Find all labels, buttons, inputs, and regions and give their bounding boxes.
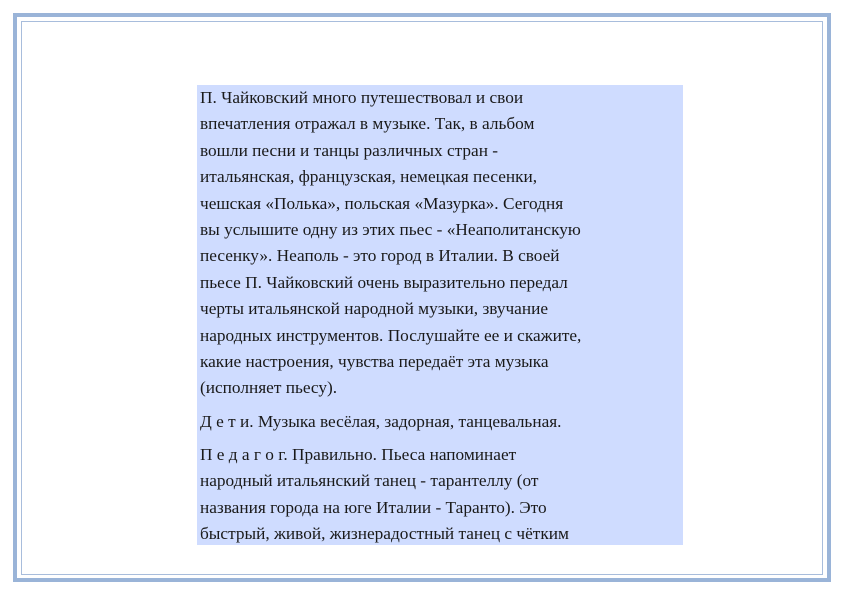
paragraph-children-answer — [200, 409, 683, 435]
text-line: вошли песни и танцы различных стран - — [200, 140, 499, 160]
text-line: быстрый, живой, жизнерадостный танец с чётким — [200, 524, 569, 544]
text-line: вы услышите одну из этих пьес - «Неаполитанскую — [200, 219, 581, 239]
lesson-text-block — [197, 85, 683, 545]
text-line: народных инструментов. Послушайте ее и скажите, — [200, 325, 582, 345]
text-line: названия города на юге Италии - Таранто). Это — [200, 497, 547, 517]
paragraph-spacer — [200, 402, 683, 409]
text-line: П е д а г о г. Правильно. Пьеса напоминает — [200, 445, 517, 465]
text-line: народный итальянский танец - тарантеллу (от — [200, 471, 539, 491]
paragraph-teacher — [200, 442, 683, 545]
text-line: Д е т и. Музыка весёлая, задорная, танцевальная. — [200, 411, 562, 431]
text-line: П. Чайковский много путешествовал и свои — [200, 88, 524, 107]
text-line: чешская «Полька», польская «Мазурка». Сегодня — [200, 193, 564, 213]
text-line: какие настроения, чувства передаёт эта музыка — [200, 351, 549, 371]
paragraph-intro — [200, 85, 683, 402]
text-line: (исполняет пьесу). — [200, 378, 338, 398]
text-line: итальянская, французская, немецкая песенки, — [200, 167, 538, 187]
text-line: пьесе П. Чайковский очень выразительно передал — [200, 272, 568, 292]
text-line: песенку». Неаполь - это город в Италии. В своей — [200, 246, 560, 266]
paragraph-spacer — [200, 435, 683, 442]
text-line: впечатления отражал в музыке. Так, в альбом — [200, 114, 535, 134]
text-line: черты итальянской народной музыки, звучание — [200, 299, 549, 319]
